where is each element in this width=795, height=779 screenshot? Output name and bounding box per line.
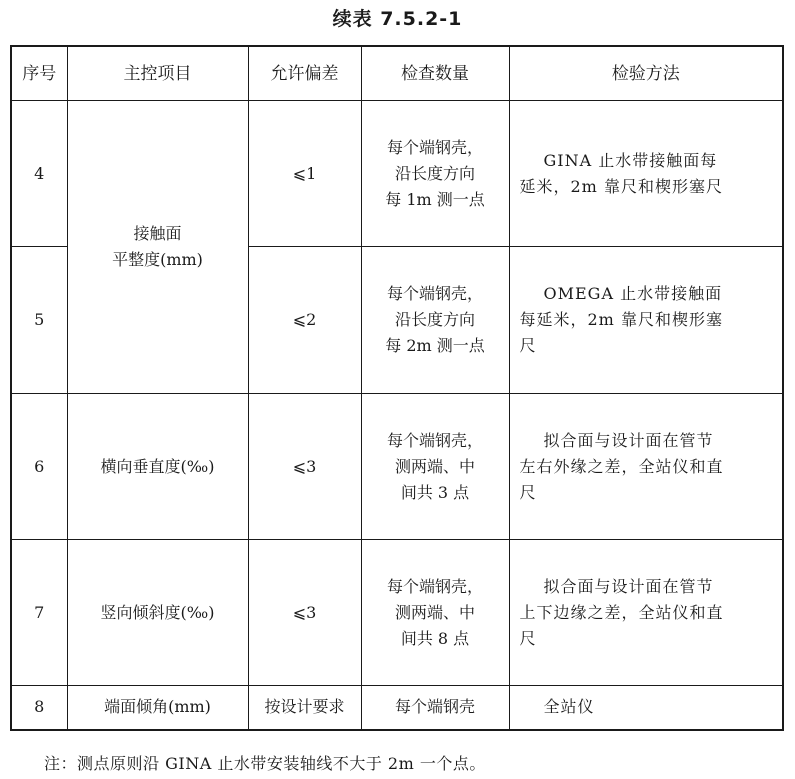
- count-line: 间共 3 点: [400, 482, 470, 502]
- count-line: 每个端钢壳，: [386, 576, 483, 596]
- row-count: [361, 101, 509, 247]
- inspection-table: [10, 45, 784, 731]
- table-note: 注：测点原则沿 GINA 止水带安装轴线不大于 2m 一个点。: [44, 754, 486, 773]
- method-line: GINA 止水带接触面每: [543, 150, 718, 170]
- method-line: 全站仪: [543, 697, 595, 717]
- method-line: 左右外缘之差，全站仪和直: [519, 456, 724, 476]
- item-line: 平整度(mm): [112, 250, 203, 269]
- row-item: [67, 101, 248, 394]
- method-line: 拟合面与设计面在管节: [543, 430, 714, 450]
- method-line: 尺: [519, 628, 537, 648]
- row-no: 7: [11, 540, 67, 686]
- table-row: [11, 540, 783, 686]
- row-method: [509, 101, 783, 247]
- method-line: 每延米，2m 靠尺和楔形塞: [519, 310, 723, 329]
- table-caption: 续表 7.5.2-1: [332, 8, 463, 30]
- header-no: 序号: [11, 46, 67, 101]
- method-line: 尺: [519, 336, 537, 355]
- count-line: 沿长度方向: [394, 163, 475, 183]
- method-line: 尺: [519, 482, 537, 502]
- header-tolerance: 允许偏差: [248, 46, 361, 101]
- method-line: OMEGA 止水带接触面: [543, 284, 723, 303]
- row-method: [509, 247, 783, 394]
- row-method: [509, 686, 783, 730]
- row-count: [361, 540, 509, 686]
- row-tolerance: ⩽2: [248, 247, 361, 394]
- row-no: 6: [11, 394, 67, 540]
- row-count: [361, 247, 509, 394]
- row-tolerance: ⩽1: [248, 101, 361, 247]
- row-no: 8: [11, 686, 67, 730]
- count-line: 间共 8 点: [400, 628, 470, 648]
- row-tolerance: ⩽3: [248, 394, 361, 540]
- row-item: 竖向倾斜度(‰): [67, 540, 248, 686]
- count-line: 每个端钢壳，: [386, 137, 483, 157]
- table-row: [11, 686, 783, 730]
- row-tolerance: 按设计要求: [248, 686, 361, 730]
- count-line: 每个端钢壳，: [386, 430, 483, 450]
- count-line: 每 1m 测一点: [385, 189, 485, 209]
- row-count: [361, 394, 509, 540]
- row-method: [509, 540, 783, 686]
- method-line: 拟合面与设计面在管节: [543, 576, 714, 596]
- row-no: 5: [11, 247, 67, 394]
- method-line: 延米，2m 靠尺和楔形塞尺: [519, 176, 723, 196]
- count-line: 沿长度方向: [394, 310, 475, 329]
- count-line: 测两端、中: [394, 602, 475, 622]
- count-line: 每个端钢壳: [394, 697, 475, 717]
- row-method: [509, 394, 783, 540]
- row-item: 端面倾角(mm): [67, 686, 248, 730]
- header-item: 主控项目: [67, 46, 248, 101]
- table-row: [11, 101, 783, 247]
- row-count: [361, 686, 509, 730]
- method-line: 上下边缘之差，全站仪和直: [519, 602, 724, 622]
- header-row: [11, 46, 783, 101]
- row-item: 横向垂直度(‰): [67, 394, 248, 540]
- row-tolerance: ⩽3: [248, 540, 361, 686]
- table-row: [11, 394, 783, 540]
- header-method: 检验方法: [509, 46, 783, 101]
- count-line: 每 2m 测一点: [385, 336, 485, 355]
- count-line: 每个端钢壳，: [386, 284, 483, 303]
- count-line: 测两端、中: [394, 456, 475, 476]
- item-line: 接触面: [133, 224, 182, 243]
- header-count: 检查数量: [361, 46, 509, 101]
- row-no: 4: [11, 101, 67, 247]
